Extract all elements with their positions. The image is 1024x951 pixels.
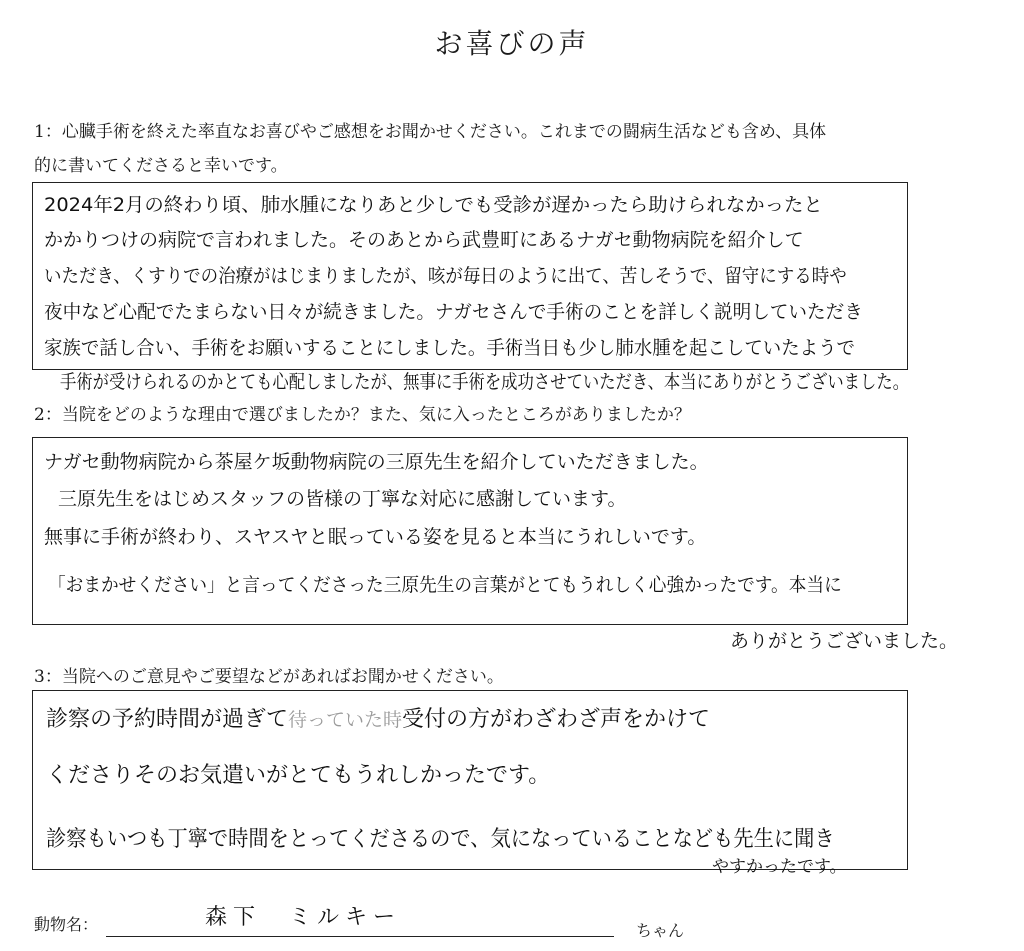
answer-3-line-1 <box>46 702 710 733</box>
answer-3-line-3: 診察もいつも丁寧で時間をとってくださるので、気になっていることなども先生に聞き <box>46 827 835 852</box>
answer-3-line-1-part-a: 診察の予約時間が過ぎて <box>46 707 289 732</box>
question-2: 2：当院をどのような理由で選びましたか？また、気に入ったところがありましたか？ <box>34 405 691 425</box>
answer-1-line-5: 家族で話し合い、手術をお願いすることにしました。手術当日も少し肺水腫を起こしていたようで <box>44 337 855 359</box>
answer-1-line-6: 手術が受けられるのかとても心配しましたが、無事に手術を成功させていただき、本当にありがとうございました。 <box>60 371 910 393</box>
answer-1-line-3: いただき、くすりでの治療がはじまりましたが、咳が毎日のように出て、苦しそうで、留守にする時や <box>44 265 847 287</box>
page-title: お喜びの声 <box>434 27 590 60</box>
answer-2-line-3: 無事に手術が終わり、スヤスヤと眠っている姿を見ると本当にうれしいです。 <box>44 526 707 548</box>
question-1 <box>34 115 914 183</box>
answer-3-line-1-part-b: 受付の方がわざわざ声をかけて <box>402 707 711 732</box>
answer-2-line-2: 三原先生をはじめスタッフの皆様の丁寧な対応に感謝しています。 <box>58 488 627 510</box>
question-1-line-2: 的に書いてくださると幸いです。 <box>34 156 288 176</box>
answer-2-line-4: 「おまかせください」と言ってくださった三原先生の言葉がとてもうれしく心強かったです。本当に <box>48 574 842 596</box>
answer-3-struck-text: 待っていた時 <box>288 709 403 731</box>
answer-2-line-1: ナガセ動物病院から茶屋ケ坂動物病院の三原先生を紹介していただきました。 <box>44 451 709 473</box>
answer-1-line-4: 夜中など心配でたまらない日々が続きました。ナガセさんで手術のことを詳しく説明していただき <box>44 301 863 323</box>
answer-3-line-2: くださりそのお気遣いがとてもうれしかったです。 <box>46 763 551 788</box>
answer-1-line-2: かかりつけの病院で言われました。そのあとから武豊町にあるナガセ動物病院を紹介して <box>44 229 804 251</box>
question-1-line-1: 1：心臓手術を終えた率直なお喜びやご感想をお聞かせください。これまでの闘病生活なども含め、具体 <box>34 122 827 142</box>
answer-1-line-1: 2024年2月の終わり頃、肺水腫になりあと少しでも受診が遅かったら助けられなかったと <box>44 194 823 216</box>
animal-name-label: 動物名： <box>34 915 99 934</box>
animal-name-value: 森下 ミルキー <box>205 905 402 930</box>
animal-name-underline <box>106 936 614 937</box>
answer-2-line-5: ありがとうございました。 <box>730 630 959 652</box>
question-3: 3：当院へのご意見やご要望などがあればお聞かせください。 <box>34 667 504 687</box>
animal-name-suffix: ちゃん <box>636 921 685 940</box>
answer-3-line-4: やすかったです。 <box>712 857 847 877</box>
